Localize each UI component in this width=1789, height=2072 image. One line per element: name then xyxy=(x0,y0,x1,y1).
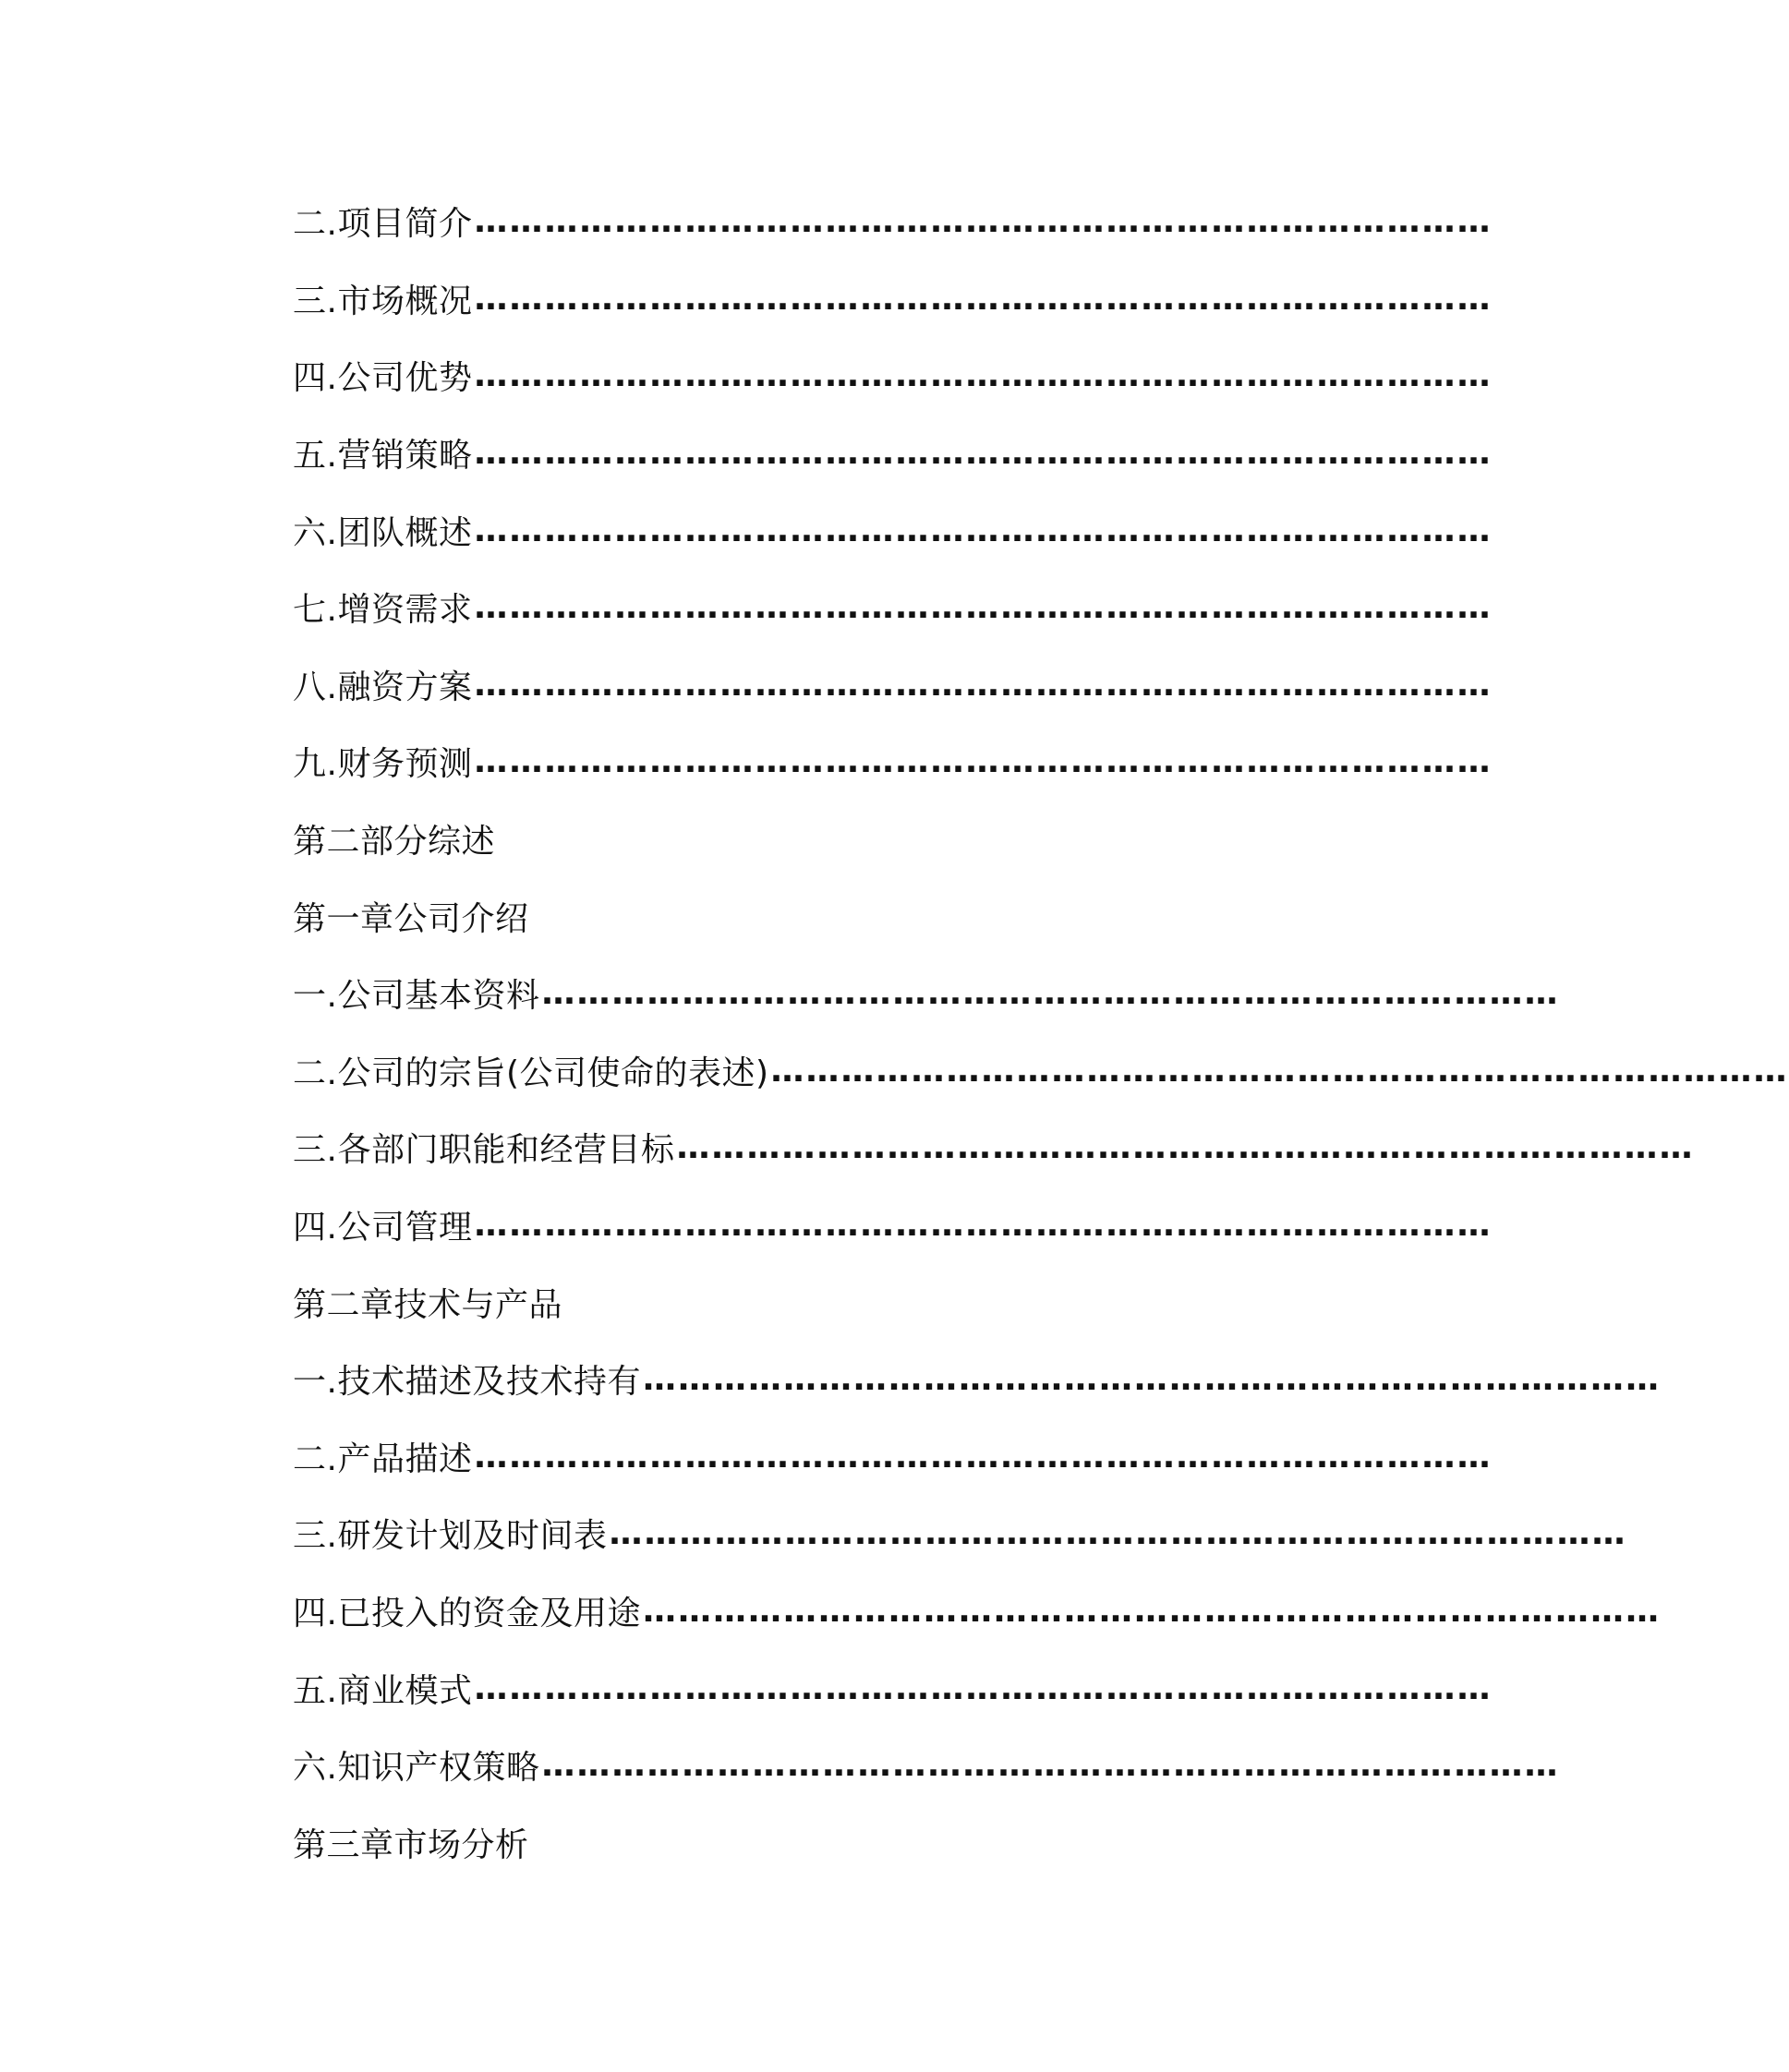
toc-entry-capital-needs xyxy=(293,569,1493,646)
toc-dot-leader: …………………………………………………………………………… xyxy=(676,1128,1695,1167)
toc-entry-title: 二.项目简介 xyxy=(293,205,473,244)
toc-entry-title: 第一章公司介绍 xyxy=(293,899,529,938)
toc-entry-title: 一.技术描述及技术持有 xyxy=(293,1363,641,1402)
toc-dot-leader: …………………………………………………………………………… xyxy=(642,1360,1661,1399)
toc-dot-leader: …………………………………………………………………………… xyxy=(474,588,1493,627)
toc-dot-leader: …………………………………………………………………………… xyxy=(642,1591,1661,1630)
toc-chapter-heading xyxy=(293,877,1216,955)
toc-entry-department-functions xyxy=(293,1109,1695,1187)
toc-entry-title: 五.商业模式 xyxy=(293,1671,473,1710)
toc-entry-title: 六.团队概述 xyxy=(293,513,473,552)
toc-entry-company-profile xyxy=(293,955,1560,1032)
toc-dot-leader: …………………………………………………………………………… xyxy=(474,356,1493,395)
toc-dot-leader: …………………………………………………………………………… xyxy=(474,742,1493,781)
table-of-contents xyxy=(293,183,1789,1881)
toc-entry-invested-funds xyxy=(293,1572,1661,1650)
toc-entry-title: 第二部分综述 xyxy=(293,823,496,861)
toc-entry-title: 九.财务预测 xyxy=(293,745,473,784)
toc-entry-title: 第三章市场分析 xyxy=(293,1825,529,1864)
toc-entry-financing-plan xyxy=(293,646,1493,724)
toc-entry-title: 四.已投入的资金及用途 xyxy=(293,1594,641,1632)
toc-chapter-heading xyxy=(293,1803,1216,1881)
toc-dot-leader: …………………………………………………………………………… xyxy=(541,974,1560,1013)
toc-dot-leader: …………………………………………………………………………… xyxy=(474,511,1493,549)
toc-entry-company-management xyxy=(293,1187,1493,1264)
toc-entry-team-overview xyxy=(293,491,1493,569)
toc-dot-leader: …………………………………………………………………………… xyxy=(474,434,1493,473)
toc-entry-project-summary xyxy=(293,183,1493,260)
toc-dot-leader: …………………………………………………………………………… xyxy=(474,202,1493,241)
toc-entry-title: 五.营销策略 xyxy=(293,437,473,476)
toc-entry-financial-forecast xyxy=(293,723,1493,801)
toc-entry-ip-strategy xyxy=(293,1727,1560,1804)
toc-entry-title: 七.增资需求 xyxy=(293,591,473,630)
toc-dot-leader: …………………………………………………………………………… xyxy=(474,1668,1493,1707)
toc-dot-leader: …………………………………………………………………………… xyxy=(541,1746,1560,1785)
toc-dot-leader: …………………………………………………………………………… xyxy=(609,1514,1627,1553)
toc-entry-title: 三.研发计划及时间表 xyxy=(293,1517,608,1556)
toc-entry-product-description xyxy=(293,1418,1493,1496)
toc-entry-rd-plan xyxy=(293,1495,1627,1572)
toc-chapter-heading xyxy=(293,1263,1216,1341)
toc-entry-title: 第二章技术与产品 xyxy=(293,1285,563,1324)
toc-entry-title: 六.知识产权策略 xyxy=(293,1749,540,1788)
toc-entry-title: 四.公司优势 xyxy=(293,359,473,398)
toc-entry-business-model xyxy=(293,1649,1493,1727)
toc-dot-leader: …………………………………………………………………………… xyxy=(474,1437,1493,1476)
toc-part-heading xyxy=(293,801,1216,878)
toc-entry-company-mission xyxy=(293,1032,1789,1110)
toc-entry-company-advantages xyxy=(293,337,1493,415)
toc-entry-title: 四.公司管理 xyxy=(293,1209,473,1247)
toc-dot-leader: …………………………………………………………………………… xyxy=(474,1206,1493,1245)
toc-entry-title: 八.融资方案 xyxy=(293,668,473,706)
toc-entry-marketing-strategy xyxy=(293,415,1493,492)
toc-entry-title: 一.公司基本资料 xyxy=(293,977,540,1016)
toc-entry-market-overview xyxy=(293,260,1493,338)
toc-dot-leader: …………………………………………………………………………… xyxy=(474,665,1493,704)
toc-dot-leader: …………………………………………………………………………… xyxy=(770,1051,1789,1090)
toc-entry-title: 三.各部门职能和经营目标 xyxy=(293,1131,675,1170)
toc-entry-title: 三.市场概况 xyxy=(293,282,473,320)
toc-dot-leader: …………………………………………………………………………… xyxy=(474,279,1493,318)
toc-entry-title: 二.产品描述 xyxy=(293,1440,473,1478)
toc-entry-technology-description xyxy=(293,1341,1661,1418)
toc-entry-title: 二.公司的宗旨(公司使命的表述) xyxy=(293,1054,769,1092)
